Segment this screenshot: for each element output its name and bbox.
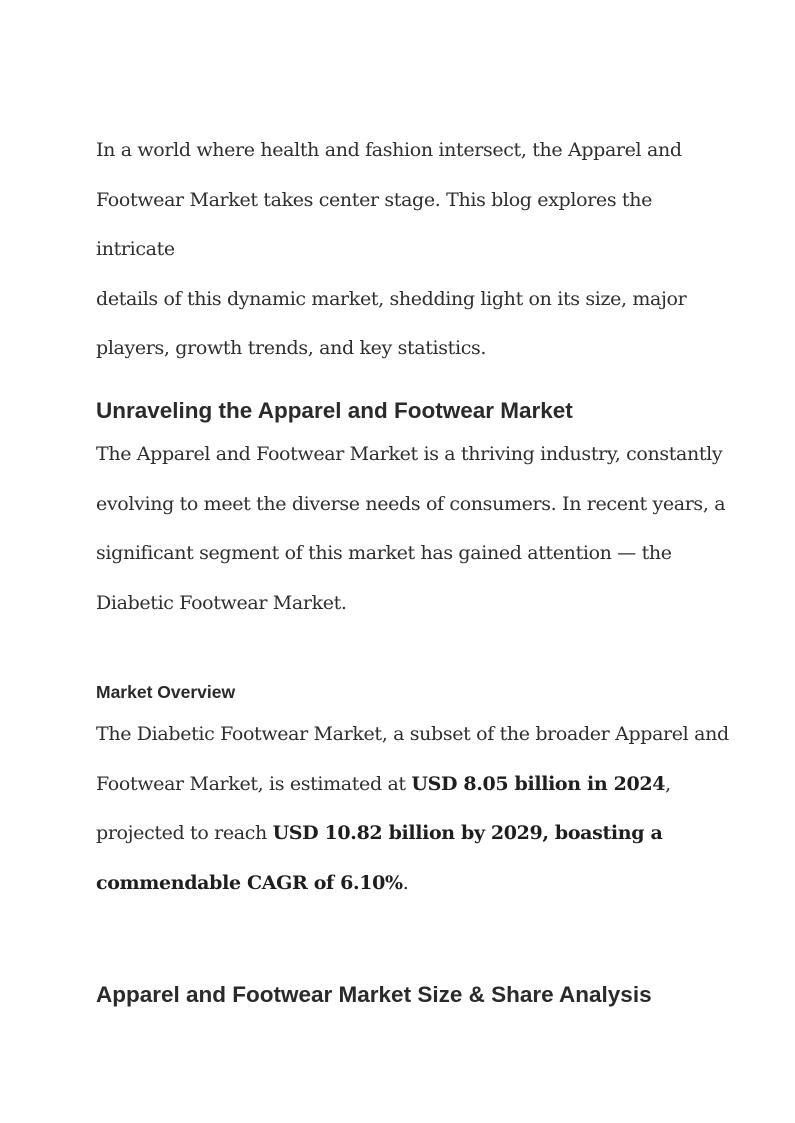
section-heading-size-share: Apparel and Footwear Market Size & Share Analysis bbox=[96, 982, 652, 1007]
section-heading-block bbox=[96, 396, 736, 426]
overview-text: projected to reach bbox=[96, 822, 273, 844]
overview-text: , bbox=[665, 772, 671, 795]
section1-line: Diabetic Footwear Market. bbox=[96, 591, 347, 614]
subsection-heading-market-overview: Market Overview bbox=[96, 682, 236, 702]
section1-paragraph bbox=[96, 430, 736, 628]
overview-line bbox=[96, 809, 736, 859]
intro-line: players, growth trends, and key statistics. bbox=[96, 337, 487, 359]
intro-paragraph bbox=[96, 126, 736, 374]
section1-line: evolving to meet the diverse needs of consumers. In recent years, a bbox=[96, 492, 726, 515]
section-heading-unraveling: Unraveling the Apparel and Footwear Market bbox=[96, 398, 573, 423]
subsection-heading-block bbox=[96, 680, 736, 704]
intro-line: In a world where health and fashion intersect, the Apparel and bbox=[96, 139, 682, 161]
overview-line: The Diabetic Footwear Market, a subset of the broader Apparel and bbox=[96, 723, 729, 745]
market-cagr: commendable CAGR of 6.10% bbox=[96, 871, 403, 894]
intro-line: details of this dynamic market, shedding light on its size, major bbox=[96, 287, 687, 310]
section1-line: significant segment of this market has gained attention — the bbox=[96, 542, 672, 564]
section-heading-block bbox=[96, 980, 736, 1010]
overview-paragraph bbox=[96, 710, 736, 908]
overview-line bbox=[96, 859, 736, 909]
intro-line: Footwear Market takes center stage. This blog explores the intricate bbox=[96, 188, 652, 260]
section1-line: The Apparel and Footwear Market is a thriving industry, constantly bbox=[96, 443, 723, 465]
overview-line bbox=[96, 760, 736, 810]
market-size-2024: USD 8.05 billion in 2024 bbox=[411, 772, 666, 795]
market-size-2029: USD 10.82 billion by 2029, boasting a bbox=[272, 822, 663, 844]
overview-text: Footwear Market, is estimated at bbox=[96, 772, 412, 795]
overview-text: . bbox=[402, 871, 409, 894]
